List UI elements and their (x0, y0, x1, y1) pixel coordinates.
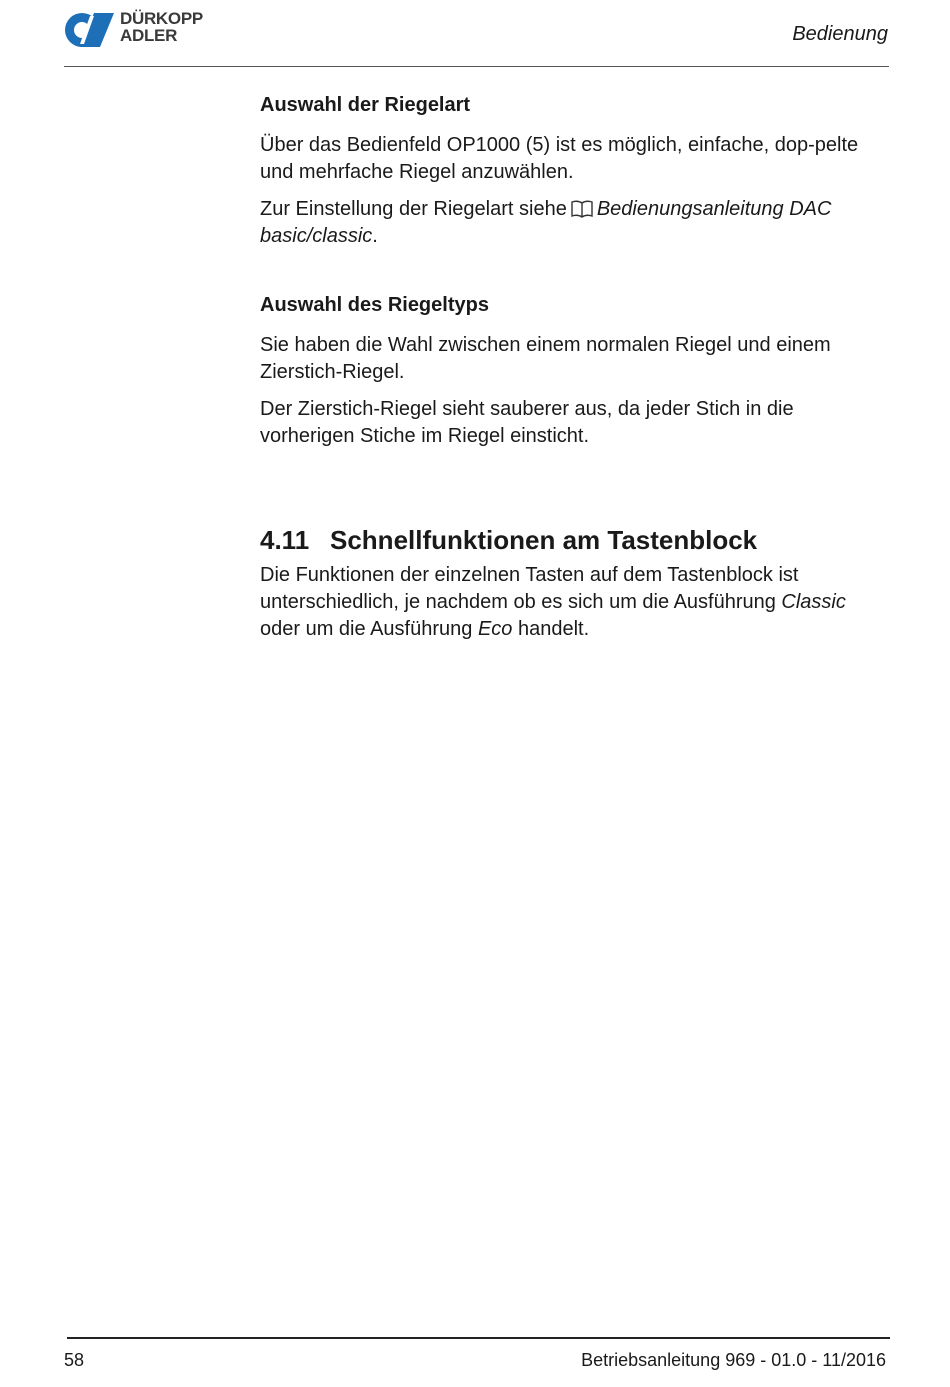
paragraph-riegelart-1: Über das Bedienfeld OP1000 (5) ist es möglich, einfache, dop-pelte und mehrfache Riegel anzuwählen. (260, 134, 859, 183)
paragraph-schnellfunktionen (260, 562, 890, 643)
riegelart-manual-ref[interactable]: Bedienungsanleitung DAC basic/classic (260, 198, 832, 247)
book-icon (571, 200, 593, 218)
schnell-text-b: oder um die Ausführung (260, 618, 473, 640)
paragraph-riegeltyp-1: Sie haben die Wahl zwischen einem normalen Riegel und einem Zierstich-Riegel. (260, 334, 831, 383)
paragraph-riegelart-2 (260, 196, 890, 250)
paragraph-riegeltyp-2: Der Zierstich-Riegel sieht sauberer aus, da jeder Stich in die vorherigen Stiche im Riegel einsticht. (260, 398, 794, 447)
logo-mark-icon (64, 12, 116, 48)
header-divider (64, 66, 889, 67)
heading-riegelart: Auswahl der Riegelart (260, 94, 471, 116)
brand-line2: ADLER (120, 26, 178, 45)
variant-eco: Eco (477, 618, 513, 640)
page-number: 58 (64, 1350, 85, 1370)
brand-logo (64, 10, 234, 50)
brand-name (120, 10, 203, 44)
footer-document-id: Betriebsanleitung 969 - 01.0 - 11/2016 (581, 1350, 886, 1370)
section-title: Schnellfunktionen am Tastenblock (330, 525, 758, 555)
variant-classic: Classic (781, 591, 846, 613)
schnell-text-c: handelt. (517, 618, 590, 640)
main-content (260, 92, 890, 653)
brand-line1: DÜRKOPP (120, 9, 203, 28)
footer-divider (67, 1337, 890, 1339)
section-heading-4-11 (260, 524, 890, 556)
schnell-text-a: Die Funktionen der einzelnen Tasten auf dem Tastenblock ist unterschiedlich, je nachdem ob es sich um die Ausführung (260, 564, 799, 613)
heading-riegeltyp: Auswahl des Riegeltyps (260, 294, 489, 316)
header-section-title: Bedienung (792, 23, 888, 45)
riegelart-ref-end: . (372, 225, 378, 247)
section-number: 4.11 (260, 525, 310, 555)
riegelart-ref-text: Zur Einstellung der Riegelart siehe (260, 198, 567, 220)
